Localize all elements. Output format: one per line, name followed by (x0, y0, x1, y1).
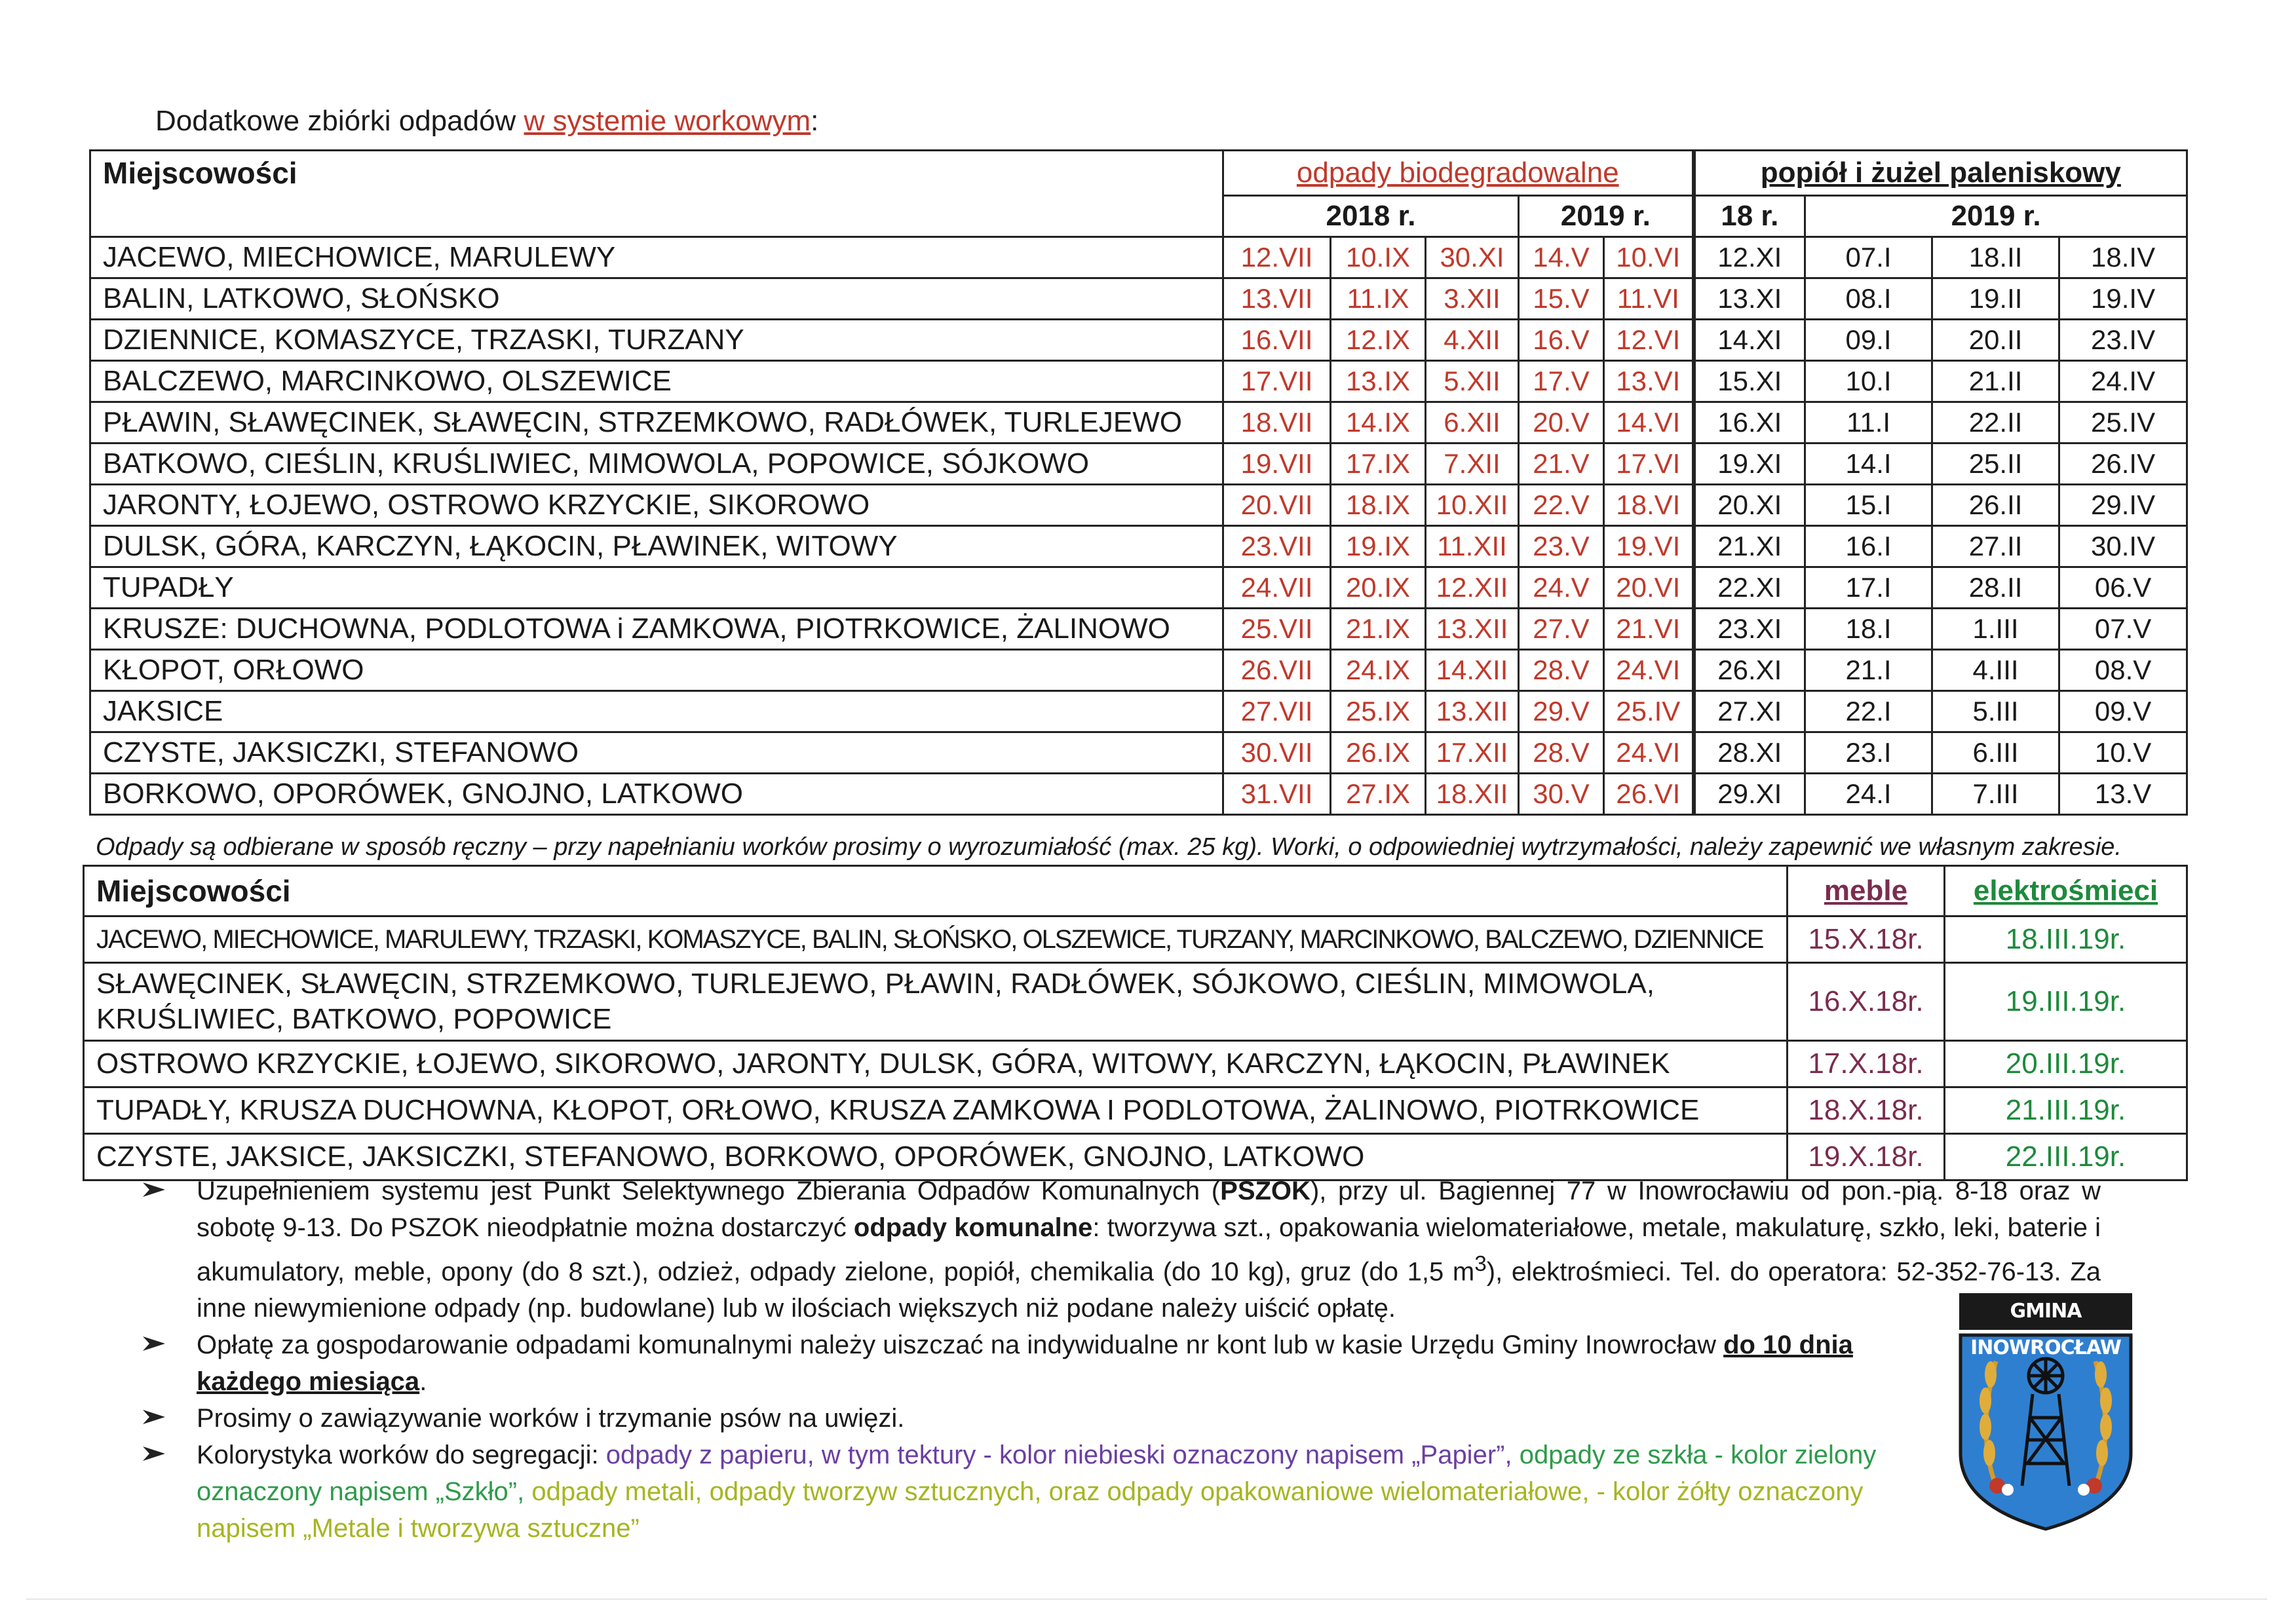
table-row (84, 916, 2187, 963)
bio-date-cell: 20.VII (1223, 485, 1331, 526)
ash-date-cell: 13.V (2059, 774, 2187, 815)
bio-date-cell: 31.VII (1223, 774, 1331, 815)
table-row (90, 691, 2187, 732)
ash-date-cell: 23.IV (2059, 320, 2187, 361)
ash-date-cell: 12.XI (1694, 237, 1805, 278)
bio-date-cell: 13.XII (1426, 691, 1519, 732)
elektro-header: elektrośmieci (1945, 866, 2187, 916)
table-row (90, 402, 2187, 444)
ash-date-cell: 15.I (1805, 485, 1932, 526)
bio-date-cell: 24.IX (1331, 650, 1426, 691)
bio-header (1223, 151, 1694, 196)
arrow-bullet-icon (142, 1400, 181, 1437)
bio-date-cell: 25.VII (1223, 609, 1331, 650)
ash-date-cell: 16.XI (1694, 402, 1805, 444)
bio-date-cell: 17.VII (1223, 361, 1331, 402)
bio-date-cell: 21.V (1519, 444, 1604, 485)
town-cell: JARONTY, ŁOJEWO, OSTROWO KRZYCKIE, SIKOROWO (90, 485, 1223, 526)
ash-date-cell: 27.II (1932, 526, 2059, 567)
ash-date-cell: 09.I (1805, 320, 1932, 361)
year-ash-18: 18 r. (1694, 196, 1805, 237)
ash-header (1694, 151, 2187, 196)
bio-date-cell: 3.XII (1426, 278, 1519, 320)
bio-date-cell: 7.XII (1426, 444, 1519, 485)
bio-date-cell: 10.VI (1604, 237, 1694, 278)
ash-date-cell: 14.I (1805, 444, 1932, 485)
ash-date-cell: 09.V (2059, 691, 2187, 732)
year-bio-2018: 2018 r. (1223, 196, 1519, 237)
elektro-date-cell: 20.III.19r. (1945, 1041, 2187, 1087)
ash-date-cell: 21.XI (1694, 526, 1805, 567)
bullet-bags (142, 1400, 2101, 1437)
arrow-bullet-icon (142, 1173, 181, 1209)
b1-bold: odpady komunalne (853, 1213, 1093, 1242)
bio-date-cell: 22.V (1519, 485, 1604, 526)
ash-date-cell: 08.V (2059, 650, 2187, 691)
table-row (84, 1041, 2187, 1087)
bio-date-cell: 10.IX (1331, 237, 1426, 278)
bio-date-cell: 18.IX (1331, 485, 1426, 526)
ash-date-cell: 27.XI (1694, 691, 1805, 732)
ash-date-cell: 24.I (1805, 774, 1932, 815)
bio-date-cell: 12.IX (1331, 320, 1426, 361)
bio-date-cell: 27.VII (1223, 691, 1331, 732)
bio-date-cell: 19.VI (1604, 526, 1694, 567)
ash-header-label: popiół i żużel paleniskowy (1760, 157, 2121, 189)
ash-date-cell: 26.XI (1694, 650, 1805, 691)
table-row (90, 567, 2187, 609)
ash-date-cell: 19.XI (1694, 444, 1805, 485)
b1-part2: ), przy ul. Bagiennej 77 w Inowrocławiu od pon.-pią. 8-18 oraz w sobotę 9-13. Do PSZOK nieodpłatnie można dostarczyć (197, 1177, 2101, 1242)
bulky-waste-table (83, 865, 2188, 1181)
b1-part4: ), elektrośmieci. Tel. do operatora: 52-352-76-13. Za inne niewymienione odpady (np. budowlane) lub w ilościach większych niż podane należy uiścić opłatę. (197, 1257, 2101, 1323)
meble-date-cell: 19.X.18r. (1788, 1134, 1945, 1180)
ash-date-cell: 18.IV (2059, 237, 2187, 278)
ash-date-cell: 4.III (1932, 650, 2059, 691)
bio-date-cell: 28.V (1519, 732, 1604, 774)
bio-date-cell: 13.XII (1426, 609, 1519, 650)
ash-date-cell: 26.IV (2059, 444, 2187, 485)
ash-date-cell: 18.II (1932, 237, 2059, 278)
ash-date-cell: 24.IV (2059, 361, 2187, 402)
bio-date-cell: 26.VII (1223, 650, 1331, 691)
ash-date-cell: 25.II (1932, 444, 2059, 485)
bio-date-cell: 27.V (1519, 609, 1604, 650)
town-cell: PŁAWIN, SŁAWĘCINEK, SŁAWĘCIN, STRZEMKOWO, RADŁÓWEK, TURLEJEWO (90, 402, 1223, 444)
ash-date-cell: 22.II (1932, 402, 2059, 444)
b4-metal: odpady metali, odpady tworzyw sztucznych, oraz odpady opakowaniowe wielomateriałowe, - kolor żółty oznaczony napisem „Metale i tworzywa sztuczne” (197, 1477, 1864, 1543)
collection-schedule-table (89, 149, 2188, 816)
town-cell: KRUSZE: DUCHOWNA, PODLOTOWA i ZAMKOWA, PIOTRKOWICE, ŻALINOWO (90, 609, 1223, 650)
b1-part1: Uzupełnieniem systemu jest Punkt Selektywnego Zbierania Odpadów Komunalnych ( (197, 1177, 1221, 1205)
bio-date-cell: 24.VI (1604, 650, 1694, 691)
bullet-payment (142, 1327, 2101, 1400)
ash-date-cell: 28.XI (1694, 732, 1805, 774)
table-row (90, 774, 2187, 815)
bio-date-cell: 12.XII (1426, 567, 1519, 609)
table-row (90, 526, 2187, 567)
table-row (90, 278, 2187, 320)
meble-date-cell: 15.X.18r. (1788, 916, 1945, 963)
ash-date-cell: 22.XI (1694, 567, 1805, 609)
town-cell: CZYSTE, JAKSICE, JAKSICZKI, STEFANOWO, BORKOWO, OPORÓWEK, GNOJNO, LATKOWO (84, 1134, 1788, 1180)
b2-text: Opłatę za gospodarowanie odpadami komunalnymi należy uiszczać na indywidualne nr kont lub w kasie Urzędu Gminy Inowrocław (197, 1331, 1724, 1360)
ash-date-cell: 21.I (1805, 650, 1932, 691)
bio-date-cell: 14.V (1519, 237, 1604, 278)
bio-date-cell: 13.IX (1331, 361, 1426, 402)
bio-date-cell: 24.VII (1223, 567, 1331, 609)
bio-date-cell: 17.VI (1604, 444, 1694, 485)
table-row (90, 609, 2187, 650)
ash-date-cell: 29.XI (1694, 774, 1805, 815)
ash-date-cell: 10.I (1805, 361, 1932, 402)
bio-date-cell: 11.XII (1426, 526, 1519, 567)
bio-date-cell: 6.XII (1426, 402, 1519, 444)
town-cell: SŁAWĘCINEK, SŁAWĘCIN, STRZEMKOWO, TURLEJEWO, PŁAWIN, RADŁÓWEK, SÓJKOWO, CIEŚLIN, MIMOWOLA, KRUŚLIWIEC, BATKOWO, POPOWICE (84, 963, 1788, 1041)
table-row (90, 485, 2187, 526)
elektro-date-cell: 19.III.19r. (1945, 963, 2187, 1041)
ash-date-cell: 18.I (1805, 609, 1932, 650)
b2-bold: do 10 dnia każdego miesiąca (197, 1331, 1853, 1397)
meble-date-cell: 18.X.18r. (1788, 1087, 1945, 1134)
table-row (90, 650, 2187, 691)
bio-date-cell: 30.XI (1426, 237, 1519, 278)
ash-date-cell: 20.XI (1694, 485, 1805, 526)
bio-date-cell: 23.V (1519, 526, 1604, 567)
bio-date-cell: 26.IX (1331, 732, 1426, 774)
b1-sup: 3 (1474, 1252, 1487, 1276)
bio-date-cell: 17.V (1519, 361, 1604, 402)
bio-date-cell: 23.VII (1223, 526, 1331, 567)
ash-date-cell: 23.XI (1694, 609, 1805, 650)
bio-date-cell: 25.IV (1604, 691, 1694, 732)
bio-date-cell: 17.IX (1331, 444, 1426, 485)
ash-date-cell: 07.I (1805, 237, 1932, 278)
bio-date-cell: 20.V (1519, 402, 1604, 444)
ash-date-cell: 13.XI (1694, 278, 1805, 320)
bio-date-cell: 12.VII (1223, 237, 1331, 278)
town-cell: BALCZEWO, MARCINKOWO, OLSZEWICE (90, 361, 1223, 402)
table-row (84, 1087, 2187, 1134)
bio-date-cell: 27.IX (1331, 774, 1426, 815)
table-row (90, 320, 2187, 361)
ash-date-cell: 6.III (1932, 732, 2059, 774)
town-cell: JACEWO, MIECHOWICE, MARULEWY (90, 237, 1223, 278)
town-cell: CZYSTE, JAKSICZKI, STEFANOWO (90, 732, 1223, 774)
ash-date-cell: 11.I (1805, 402, 1932, 444)
bullet-colors (142, 1437, 2101, 1547)
ash-date-cell: 16.I (1805, 526, 1932, 567)
ash-date-cell: 15.XI (1694, 361, 1805, 402)
elektro-date-cell: 22.III.19r. (1945, 1134, 2187, 1180)
bio-date-cell: 25.IX (1331, 691, 1426, 732)
bio-date-cell: 4.XII (1426, 320, 1519, 361)
table-row (90, 361, 2187, 402)
bio-date-cell: 10.XII (1426, 485, 1519, 526)
bio-date-cell: 13.VI (1604, 361, 1694, 402)
bio-date-cell: 18.VII (1223, 402, 1331, 444)
ash-date-cell: 19.II (1932, 278, 2059, 320)
bio-header-label: odpady biodegradowalne (1296, 157, 1619, 189)
town-cell: JAKSICE (90, 691, 1223, 732)
ash-date-cell: 21.II (1932, 361, 2059, 402)
ash-date-cell: 22.I (1805, 691, 1932, 732)
ash-date-cell: 17.I (1805, 567, 1932, 609)
bio-date-cell: 20.IX (1331, 567, 1426, 609)
town-cell: JACEWO, MIECHOWICE, MARULEWY, TRZASKI, KOMASZYCE, BALIN, SŁOŃSKO, OLSZEWICE, TURZANY, MARCINKOWO, BALCZEWO, DZIENNICE (84, 916, 1788, 963)
towns-header: Miejscowości (90, 151, 1223, 237)
crest-label: GMINA INOWROCŁAW (1959, 1293, 2132, 1330)
bio-date-cell: 16.VII (1223, 320, 1331, 361)
bio-date-cell: 14.XII (1426, 650, 1519, 691)
ash-date-cell: 25.IV (2059, 402, 2187, 444)
elektro-date-cell: 21.III.19r. (1945, 1087, 2187, 1134)
b4-paper: odpady z papieru, w tym tektury - kolor niebieski oznaczony napisem „Papier”, (605, 1441, 1512, 1470)
bio-date-cell: 12.VI (1604, 320, 1694, 361)
bio-date-cell: 13.VII (1223, 278, 1331, 320)
bio-date-cell: 18.VI (1604, 485, 1694, 526)
bio-date-cell: 29.V (1519, 691, 1604, 732)
ash-date-cell: 5.III (1932, 691, 2059, 732)
ash-date-cell: 29.IV (2059, 485, 2187, 526)
table-row (90, 732, 2187, 774)
bio-date-cell: 21.IX (1331, 609, 1426, 650)
town-cell: KŁOPOT, ORŁOWO (90, 650, 1223, 691)
ash-date-cell: 08.I (1805, 278, 1932, 320)
bio-date-cell: 19.IX (1331, 526, 1426, 567)
b1-pszok: PSZOK (1220, 1177, 1311, 1205)
ash-date-cell: 28.II (1932, 567, 2059, 609)
table-row (84, 963, 2187, 1041)
bottom-rule (26, 1598, 2267, 1600)
ash-date-cell: 20.II (1932, 320, 2059, 361)
collection-note: Odpady są odbierane w sposób ręczny – przy napełnianiu worków prosimy o wyrozumiałość (max. 25 kg). Worki, o odpowiedniej wytrzymałości, należy zapewnić we własnym zakresie. (96, 833, 2122, 861)
town-cell: TUPADŁY, KRUSZA DUCHOWNA, KŁOPOT, ORŁOWO, KRUSZA ZAMKOWA I PODLOTOWA, ŻALINOWO, PIOTRKOWICE (84, 1087, 1788, 1134)
heading-prefix: Dodatkowe zbiórki odpadów (155, 105, 524, 137)
bio-date-cell: 28.V (1519, 650, 1604, 691)
year-bio-2019: 2019 r. (1519, 196, 1694, 237)
meble-date-cell: 17.X.18r. (1788, 1041, 1945, 1087)
bio-date-cell: 14.VI (1604, 402, 1694, 444)
heading-highlight: w systemie workowym (524, 105, 811, 137)
ash-date-cell: 7.III (1932, 774, 2059, 815)
bio-date-cell: 11.IX (1331, 278, 1426, 320)
b4-glass: odpady ze szkła - kolor zielony oznaczony napisem „Szkło”, (197, 1441, 1877, 1507)
table-row (90, 237, 2187, 278)
bio-date-cell: 19.VII (1223, 444, 1331, 485)
bio-date-cell: 30.V (1519, 774, 1604, 815)
ash-date-cell: 23.I (1805, 732, 1932, 774)
town-cell: OSTROWO KRZYCKIE, ŁOJEWO, SIKOROWO, JARONTY, DULSK, GÓRA, WITOWY, KARCZYN, ŁĄKOCIN, PŁAWINEK (84, 1041, 1788, 1087)
ash-date-cell: 10.V (2059, 732, 2187, 774)
ash-date-cell: 30.IV (2059, 526, 2187, 567)
b1-part3: : tworzywa szt., opakowania wielomateriałowe, metale, makulaturę, szkło, leki, baterie i akumulatory, meble, opony (do 8 szt.), odzież, odpady zielone, popiół, chemikalia (do 10 kg), gruz (do 1,5 m (197, 1213, 2101, 1287)
town-cell: BATKOWO, CIEŚLIN, KRUŚLIWIEC, MIMOWOLA, POPOWICE, SÓJKOWO (90, 444, 1223, 485)
bio-date-cell: 20.VI (1604, 567, 1694, 609)
bio-date-cell: 15.V (1519, 278, 1604, 320)
town-cell: DULSK, GÓRA, KARCZYN, ŁĄKOCIN, PŁAWINEK, WITOWY (90, 526, 1223, 567)
bio-date-cell: 30.VII (1223, 732, 1331, 774)
ash-date-cell: 26.II (1932, 485, 2059, 526)
bio-date-cell: 18.XII (1426, 774, 1519, 815)
arrow-bullet-icon (142, 1327, 181, 1363)
bio-date-cell: 24.VI (1604, 732, 1694, 774)
bullet-pszok (142, 1173, 2101, 1327)
ash-date-cell: 19.IV (2059, 278, 2187, 320)
bio-date-cell: 5.XII (1426, 361, 1519, 402)
bio-date-cell: 14.IX (1331, 402, 1426, 444)
meble-date-cell: 16.X.18r. (1788, 963, 1945, 1041)
b4-intro: Kolorystyka worków do segregacji: (197, 1441, 606, 1470)
elektro-date-cell: 18.III.19r. (1945, 916, 2187, 963)
heading-suffix: : (811, 105, 819, 137)
bio-date-cell: 16.V (1519, 320, 1604, 361)
bio-date-cell: 26.VI (1604, 774, 1694, 815)
arrow-bullet-icon (142, 1437, 181, 1473)
ash-date-cell: 07.V (2059, 609, 2187, 650)
bio-date-cell: 17.XII (1426, 732, 1519, 774)
town-cell: DZIENNICE, KOMASZYCE, TRZASKI, TURZANY (90, 320, 1223, 361)
ash-date-cell: 14.XI (1694, 320, 1805, 361)
town-cell: TUPADŁY (90, 567, 1223, 609)
page-heading (155, 105, 818, 138)
town-cell: BALIN, LATKOWO, SŁOŃSKO (90, 278, 1223, 320)
bio-date-cell: 11.VI (1604, 278, 1694, 320)
year-ash-2019: 2019 r. (1805, 196, 2187, 237)
table-row (90, 444, 2187, 485)
bio-date-cell: 21.VI (1604, 609, 1694, 650)
b2-end: . (419, 1367, 427, 1397)
ash-date-cell: 06.V (2059, 567, 2187, 609)
towns-header-2: Miejscowości (84, 866, 1788, 916)
ash-date-cell: 1.III (1932, 609, 2059, 650)
b3-text: Prosimy o zawiązywanie worków i trzymanie psów na uwięzi. (197, 1404, 905, 1433)
town-cell: BORKOWO, OPORÓWEK, GNOJNO, LATKOWO (90, 774, 1223, 815)
bio-date-cell: 24.V (1519, 567, 1604, 609)
info-bullets (142, 1173, 2101, 1547)
meble-header: meble (1788, 866, 1945, 916)
